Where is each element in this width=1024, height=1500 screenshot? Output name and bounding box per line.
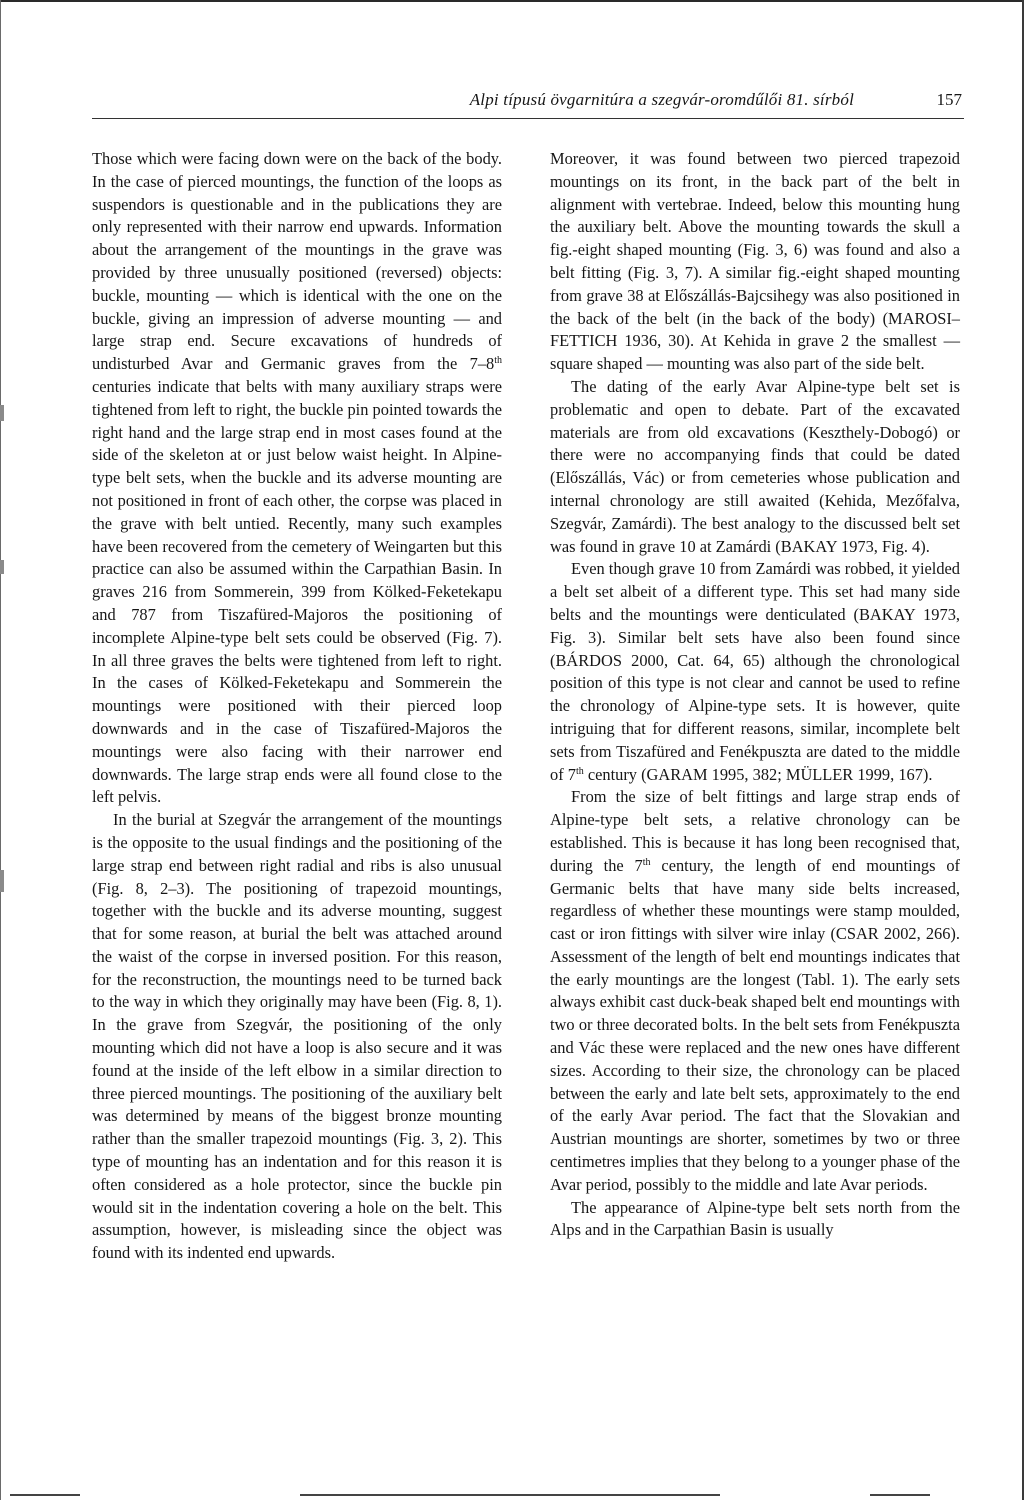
paragraph-text: Those which were facing down were on the back of the body. In the case of pierced mountings, the function of the loops as suspendors is questionable and in the publications they are only represented with their narrow end upwards. Information about the arrangement of the mountings in the grave was provided by three unusually positioned (reversed) objects: buckle, mounting — which is identical with the one on the buckle, giving an impression of adverse mounting — and large strap end. Secure excavations of hundreds of undisturbed Avar and Germanic graves from the 7–8 [92,149,502,374]
paragraph: In the burial at Szegvár the arrangement of the mountings is the opposite to the usual findings and the positioning of the large strap end between right radial and ribs is also unusual (Fig. 8, 2–3). The positioning of trapezoid mountings, together with the buckle and its adverse mounting, suggest that for some reason, at burial the belt was attached around the waist of the corpse in inversed position. For this reason, for the reconstruction, the mountings need to be turned back to the way in which they originally may have been (Fig. 8, 1). In the grave from Szegvár, the positioning of the only mounting which did not have a loop is also secure and it was found at the inside of the left elbow in a similar direction to three pierced mountings. The positioning of the auxiliary belt was determined by means of the biggest bronze mounting rather than the smaller trapezoid mountings (Fig. 3, 2). This type of mounting has an indentation and for this reason it is often considered as a hole protector, since the buckle pin would sit in the indentation covering a hole on the belt. This assumption, however, is misleading since the object was found with its indented end upwards. [92,810,502,1263]
superscript: th [575,765,584,777]
superscript: th [494,355,502,367]
page-number: 157 [936,90,962,109]
paragraph-text: Even though grave 10 from Zamárdi was robbed, it yielded a belt set albeit of a different type. This set had many side belts and the mountings were denticulated (BAKAY 1973, Fig. 3). Similar belt sets have also been found since (BÁRDOS 2000, Cat. 64, 65) although the chronological position of this type is not clear and cannot be used to refine the chronology of Alpine-type sets. It is however, quite intriguing that for different reasons, similar, incomplete belt sets from Tiszafüred and Fenékpuszta are dated to the middle of 7 [550,559,960,784]
paragraph-text: centuries indicate that belts with many auxiliary straps were tightened from left to right, the buckle pin pointed towards the right hand and the large strap end in most cases found at the side of the skeleton at or just below waist height. In Alpine-type belt sets, when the buckle and its adverse mounting are not positioned in front of each other, the corpse was placed in the grave with belt untied. Recently, many such examples have been recovered from the cemetery of Weingarten but this practice can also be assumed within the Carpathian Basin. In graves 216 from Sommerein, 399 from Kölked-Feketekapu and 787 from Tiszafüred-Majoros the positioning of incomplete Alpine-type belt sets could be observed (Fig. 7). In all three graves the belts were tightened from left to right. In the cases of Kölked-Feketekapu and Sommerein the mountings were positioned with their pierced loop downwards and in the case of Tiszafüred-Majoros the mountings were also facing with their narrower end downwards. The large strap ends were all found close to the left pelvis. [92,376,502,807]
scan-border-left [0,0,1,1500]
paragraph-text: century, the length of end mountings of Germanic belts that have many side belts increased, regardless of whether these mountings were stamp moulded, cast or iron fittings with silver wire inlay (CSAR 2002, 266). Assessment of the length of belt end mountings indicates that the early mountings are the longest (Tabl. 1). The early sets always exhibit cast duck-beak shaped belt end mountings with two or three decorated bolts. In the belt sets from Fenékpuszta and Vác these were replaced and the new ones have different sizes. According to their size, the chronology can be placed between the early and late belt sets, approximately to the end of the early Avar period. The fact that the Slovakian and Austrian mountings are shorter, sometimes by two or three centimetres implies that they belong to a younger phase of the Avar period, possibly to the middle and late Avar periods. [550,855,960,1194]
scan-margin-mark [0,405,4,421]
scan-margin-mark [0,560,4,574]
paragraph [550,786,960,1196]
header-title: Alpi típusú övgarnitúra a szegvár-oromdűlői 81. sírból [469,90,854,109]
paragraph: Moreover, it was found between two pierced trapezoid mountings on its front, in the back part of the belt in alignment with vertebrae. Indeed, below this mounting hung the auxiliary belt. Above the mounting towards the skull a fig.-eight shaped mounting (Fig. 3, 6) was found and also a belt fitting (Fig. 3, 7). A similar fig.-eight shaped mounting from grave 38 at Előszállás-Bajcsihegy was also positioned in the back of the belt (in the back of the body) (MAROSI–FETTICH 1936, 30). At Kehida in grave 2 the smallest — square shaped — mounting was also part of the side belt. [550,149,960,374]
paragraph: The appearance of Alpine-type belt sets north from the Alps and in the Carpathian Basin is usually [550,1197,960,1240]
paragraph-text: century (GARAM 1995, 382; MÜLLER 1999, 167). [583,764,933,784]
superscript: th [642,856,651,868]
running-header [92,90,964,119]
scan-border-top [0,0,1024,2]
paragraph-text: From the size of belt fittings and large strap ends of Alpine-type belt sets, a relative chronology can be established. This is because it has long been recognised that, during the 7 [550,787,960,875]
scan-bottom-edge [0,1488,1024,1500]
paragraph [550,558,960,786]
paragraph: The dating of the early Avar Alpine-type belt set is problematic and open to debate. Part of the excavated materials are from old excavations (Keszthely-Dobogó) or there were no accompanying finds that could be dated (Előszállás, Vác) or from cemeteries whose publication and internal chronology are still awaited (Kehida, Mezőfalva, Szegvár, Zamárdi). The best analogy to the discussed belt set was found in grave 10 at Zamárdi (BAKAY 1973, Fig. 4). [550,376,960,556]
scan-margin-mark [0,870,4,892]
right-column [550,148,960,1242]
left-column [92,148,502,1265]
paragraph [92,148,502,809]
